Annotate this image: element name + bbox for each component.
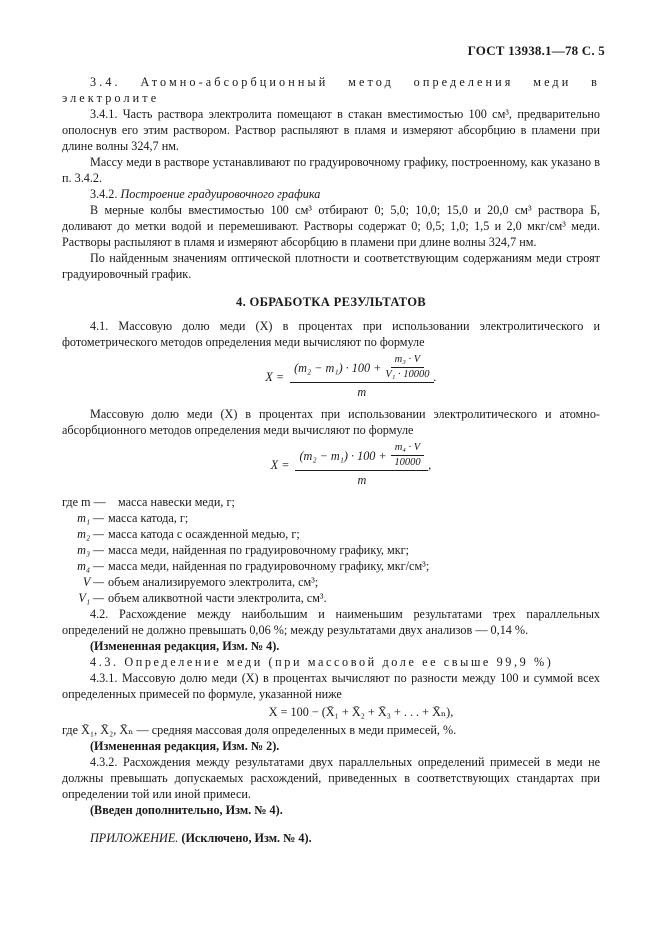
legend-row <box>62 510 600 526</box>
paragraph-3-4-2-number: 3.4.2. <box>90 187 118 201</box>
formula-1-numerator <box>290 354 433 383</box>
formula-1-numerator-left: (m₂ − m₁) · 100 + <box>294 360 382 375</box>
legend-text: масса катода с осажденной медью, г; <box>108 527 300 541</box>
legend-text: масса меди, найденная по градуировочному графику, мкг/см³; <box>108 559 430 573</box>
variable-legend <box>62 494 600 606</box>
formula-1-denominator: m <box>357 385 367 399</box>
formula-2-inner-denominator: 10000 <box>394 457 421 468</box>
edition-note-3: (Введен дополнительно, Изм. № 4). <box>90 803 283 817</box>
legend-symbol: m₄ — <box>77 559 104 573</box>
legend-text: объем аликвотной части электролита, см³. <box>108 591 327 605</box>
formula-3: X = 100 − (X̄₁ + X̄₂ + X̄₃ + . . . + X̄ₙ), <box>268 705 454 719</box>
paragraph-4-3-1: 4.3.1. Массовую долю меди (X) в процентах вычисляют по разности между 100 и суммой всех определенных примесей по формуле, указанной ниже <box>62 671 600 701</box>
formula-2-fraction <box>295 442 428 488</box>
formula-1-x: X <box>265 370 273 384</box>
paragraph-4-2: 4.2. Расхождение между наибольшим и наименьшим результатами трех параллельных определений не должно превышать 0,06 %; между результатами двух анализов — 0,14 %. <box>62 607 600 637</box>
legend-text: масса меди, найденная по градуировочному графику, мкг; <box>108 543 410 557</box>
legend-row <box>62 494 600 510</box>
legend-row <box>62 558 600 574</box>
legend-text: объем анализируемого электролита, см³; <box>108 575 319 589</box>
legend-row <box>62 590 600 606</box>
paragraph-3-4-2-body: В мерные колбы вместимостью 100 см³ отбирают 0; 5,0; 10,0; 15,0 и 20,0 см³ раствора Б, доливают до метки водой и перемешивают. Растворы содержат 0; 0,5; 1,0; 1,5 и 2,0 мкг/см³ меди. Растворы распыляют в пламя и измеряют абсорбцию в пламени при длине волны 324,7 нм. <box>62 203 600 249</box>
paragraph-4-1: 4.1. Массовую долю меди (X) в процентах при использовании электролитического и фотометрического методов определения меди вычисляют по формуле <box>62 319 600 349</box>
formula-1-lhs <box>265 369 284 385</box>
paragraph-3-4-1: 3.4.1. Часть раствора электролита помещают в стакан вместимостью 100 см³, предварительно ополоснув его этим раствором. Раствор распыляют в пламя и измеряют абсорбцию в пламени при длине волны 324,7 нм. <box>62 107 600 153</box>
legend-symbol: m₃ — <box>77 543 104 557</box>
legend-text: масса катода, г; <box>108 511 189 525</box>
formula-2-numerator <box>295 442 428 471</box>
legend-row <box>62 526 600 542</box>
formula-2-numerator-left: (m₂ − m₁) · 100 + <box>299 448 387 463</box>
paragraph-4-3: 4.3. Определение меди (при массовой доле ее свыше 99,9 %) <box>90 655 554 669</box>
formula-1-inner-fraction <box>385 354 429 381</box>
formula-2-x: X <box>270 458 279 472</box>
page-header: ГОСТ 13938.1—78 С. 5 <box>467 43 605 58</box>
paragraph-aa: Массовую долю меди (X) в процентах при использовании электролитического и атомно-абсорбционного методов определения меди вычисляют по формуле <box>62 407 600 437</box>
legend-symbol: V₁ — <box>78 591 104 605</box>
formula-2-end: , <box>428 458 432 472</box>
legend-symbol: V — <box>82 575 104 589</box>
paragraph-4-3-2: 4.3.2. Расхождения между результатами двух параллельных определений примесей в меди не должны превышать допускаемых расхождений, приведенных в соответствующих стандартах при определении той или иной примеси. <box>62 755 600 801</box>
formula-1-inner-denominator: V₁ · 10000 <box>385 369 430 380</box>
appendix-label: ПРИЛОЖЕНИЕ. <box>90 831 179 845</box>
formula-2-denominator: m <box>357 473 367 487</box>
formula-1-eq: = <box>275 370 285 384</box>
legend-row <box>62 574 600 590</box>
formula-1-end: . <box>433 370 437 384</box>
paragraph-3-4-2-title: Построение градуировочного графика <box>120 187 321 201</box>
document-body <box>62 44 600 846</box>
legend-row <box>62 542 600 558</box>
paragraph-graph: По найденным значениям оптической плотности и соответствующим содержаниям меди строят градуировочный график. <box>62 251 600 281</box>
section-4-title: 4. ОБРАБОТКА РЕЗУЛЬТАТОВ <box>235 295 426 309</box>
appendix-status: (Исключено, Изм. № 4). <box>181 831 312 845</box>
formula-1 <box>102 354 600 400</box>
legend-symbol: где m — <box>62 495 106 509</box>
paragraph-mass: Массу меди в растворе устанавливают по градуировочному графику, построенному, как указано в п. 3.4.2. <box>62 155 600 185</box>
formula-2 <box>102 442 600 488</box>
edition-note-2: (Измененная редакция, Изм. № 2). <box>90 739 280 753</box>
section-3-4-heading: 3.4. Атомно-абсорбционный метод определения меди в электролите <box>62 75 600 105</box>
formula-2-lhs <box>271 457 290 473</box>
legend-text: масса навески меди, г; <box>118 495 235 509</box>
formula-1-inner-numerator: m₃ · V <box>391 354 425 368</box>
paragraph-where: где X̄₁, X̄₂, X̄ₙ — средняя массовая доля определенных в меди примесей, %. <box>62 723 457 737</box>
formula-2-inner-numerator: m₄ · V <box>391 442 425 456</box>
formula-2-inner-fraction <box>391 442 425 469</box>
legend-symbol: m₁ — <box>77 511 104 525</box>
legend-symbol: m₂ — <box>77 527 104 541</box>
formula-1-fraction <box>290 354 433 400</box>
paragraph-3-4-2-heading <box>62 186 600 202</box>
appendix-note <box>62 830 600 846</box>
formula-2-eq: = <box>281 458 290 472</box>
edition-note-1: (Измененная редакция, Изм. № 4). <box>90 639 280 653</box>
